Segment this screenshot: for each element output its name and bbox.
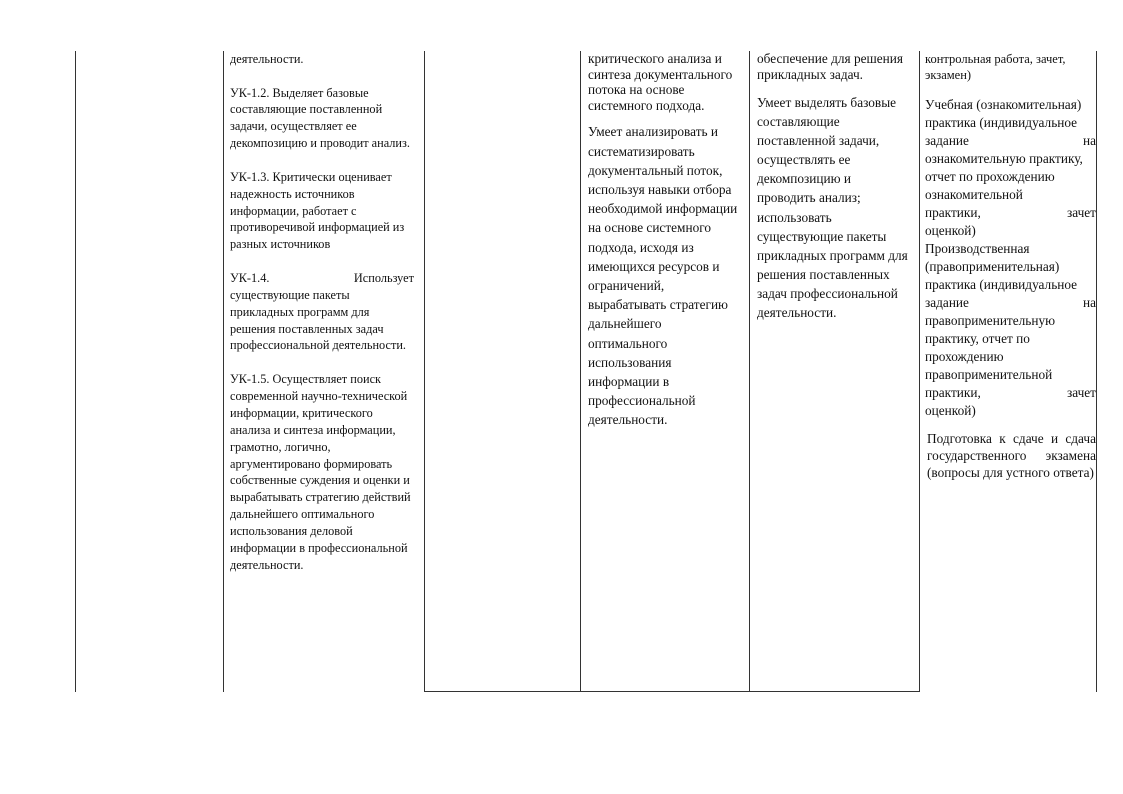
prod-practice-end: оценкой): [925, 403, 976, 419]
intro-practice-end: оценкой): [925, 223, 976, 239]
table-border-col6-left: [919, 51, 920, 692]
prod-practice-line: [925, 294, 1096, 312]
outcome-can-decompose: Умеет выделять базовые составляющие поставленной задачи, осуществлять ее декомпозицию и проводить анализ; использовать существующие пакеты прикладных программ для решения поставленных задач профессиональной деятельности.: [757, 95, 908, 321]
assessment-continuation: контрольная работа, зачет, экзамен): [925, 52, 1066, 83]
prod-practice-praktiki: практики,: [925, 385, 981, 401]
prod-practice-zachet: зачет: [1066, 385, 1096, 401]
state-exam-preparation: Подготовка к сдаче и сдача государственного экзамена (вопросы для устного ответа): [927, 431, 1096, 481]
table-border-right: [1096, 51, 1097, 692]
intro-practice-na: на: [1082, 133, 1096, 149]
table-bottom-border: [424, 691, 920, 692]
learning-outcomes-2-cell: [757, 51, 909, 322]
prod-practice-grade-line: [925, 384, 1096, 402]
outcome-can-analyze: Умеет анализировать и систематизировать документальный поток, используя навыки отбора необходимой информации на основе системного подхода, исходя из имеющихся ресурсов и ограничений, вырабатывать стратегию дальнейшего оптимального использования информации в профессиональной деятельности.: [588, 124, 738, 428]
intro-practice-title: Учебная (ознакомительная) практика (индивидуальное: [925, 97, 1082, 131]
intro-practice-grade-line: [925, 204, 1096, 222]
prod-practice-zadanie: задание: [925, 295, 969, 311]
indicator-uk-1-4-first-line: [230, 270, 414, 287]
indicator-uk-1-2: УК-1.2. Выделяет базовые составляющие поставленной задачи, осуществляет ее декомпозицию и проводит анализ.: [230, 85, 410, 151]
table-border-col4-left: [580, 51, 581, 692]
indicator-uk-1-4: [230, 270, 414, 355]
intro-practice-line: [925, 132, 1096, 150]
indicator-uk-1-4-text: существующие пакеты прикладных программ для решения поставленных задач профессиональной деятельности.: [230, 287, 406, 353]
indicator-continuation: деятельности.: [230, 52, 304, 66]
intro-practice-zadanie: задание: [925, 133, 969, 149]
learning-outcomes-cell: [588, 51, 740, 430]
assessment-cell: [925, 51, 1096, 481]
indicator-uk-1-5: УК-1.5. Осуществляет поиск современной научно-технической информации, критического анализа и синтеза информации, грамотно, логично, аргументировано формировать собственные суждения и оценки и вырабатывать стратегию действий дальнейшего оптимального использования деловой информации в профессиональной деятельности.: [230, 371, 411, 572]
table-border-col3-left: [424, 51, 425, 692]
outcome-software-continuation: обеспечение для решения прикладных задач.: [757, 51, 903, 82]
table-border-col2-left: [223, 51, 224, 692]
table-border-left: [75, 51, 76, 692]
indicator-uk-1-4-verb: Использует: [353, 270, 414, 285]
intro-practice-report: ознакомительную практику, отчет по прохождению ознакомительной: [925, 151, 1083, 203]
intro-practice-praktiki: практики,: [925, 205, 981, 221]
table-border-col5-left: [749, 51, 750, 692]
indicator-uk-1-3: УК-1.3. Критически оценивает надежность источников информации, работает с противоречивой информацией из разных источников: [230, 169, 405, 252]
indicator-uk-1-4-code: УК-1.4.: [230, 270, 270, 285]
intro-practice-zachet: зачет: [1066, 205, 1096, 221]
prod-practice-na: на: [1082, 295, 1096, 311]
outcome-knows-continuation: критического анализа и синтеза документального потока на основе системного подхода.: [588, 51, 733, 113]
competency-indicators-cell: [230, 51, 414, 574]
prod-practice-report: правоприменительную практику, отчет по прохождению правоприменительной: [925, 313, 1056, 383]
prod-practice-title: Производственная (правоприменительная) практика (индивидуальное: [925, 241, 1078, 293]
